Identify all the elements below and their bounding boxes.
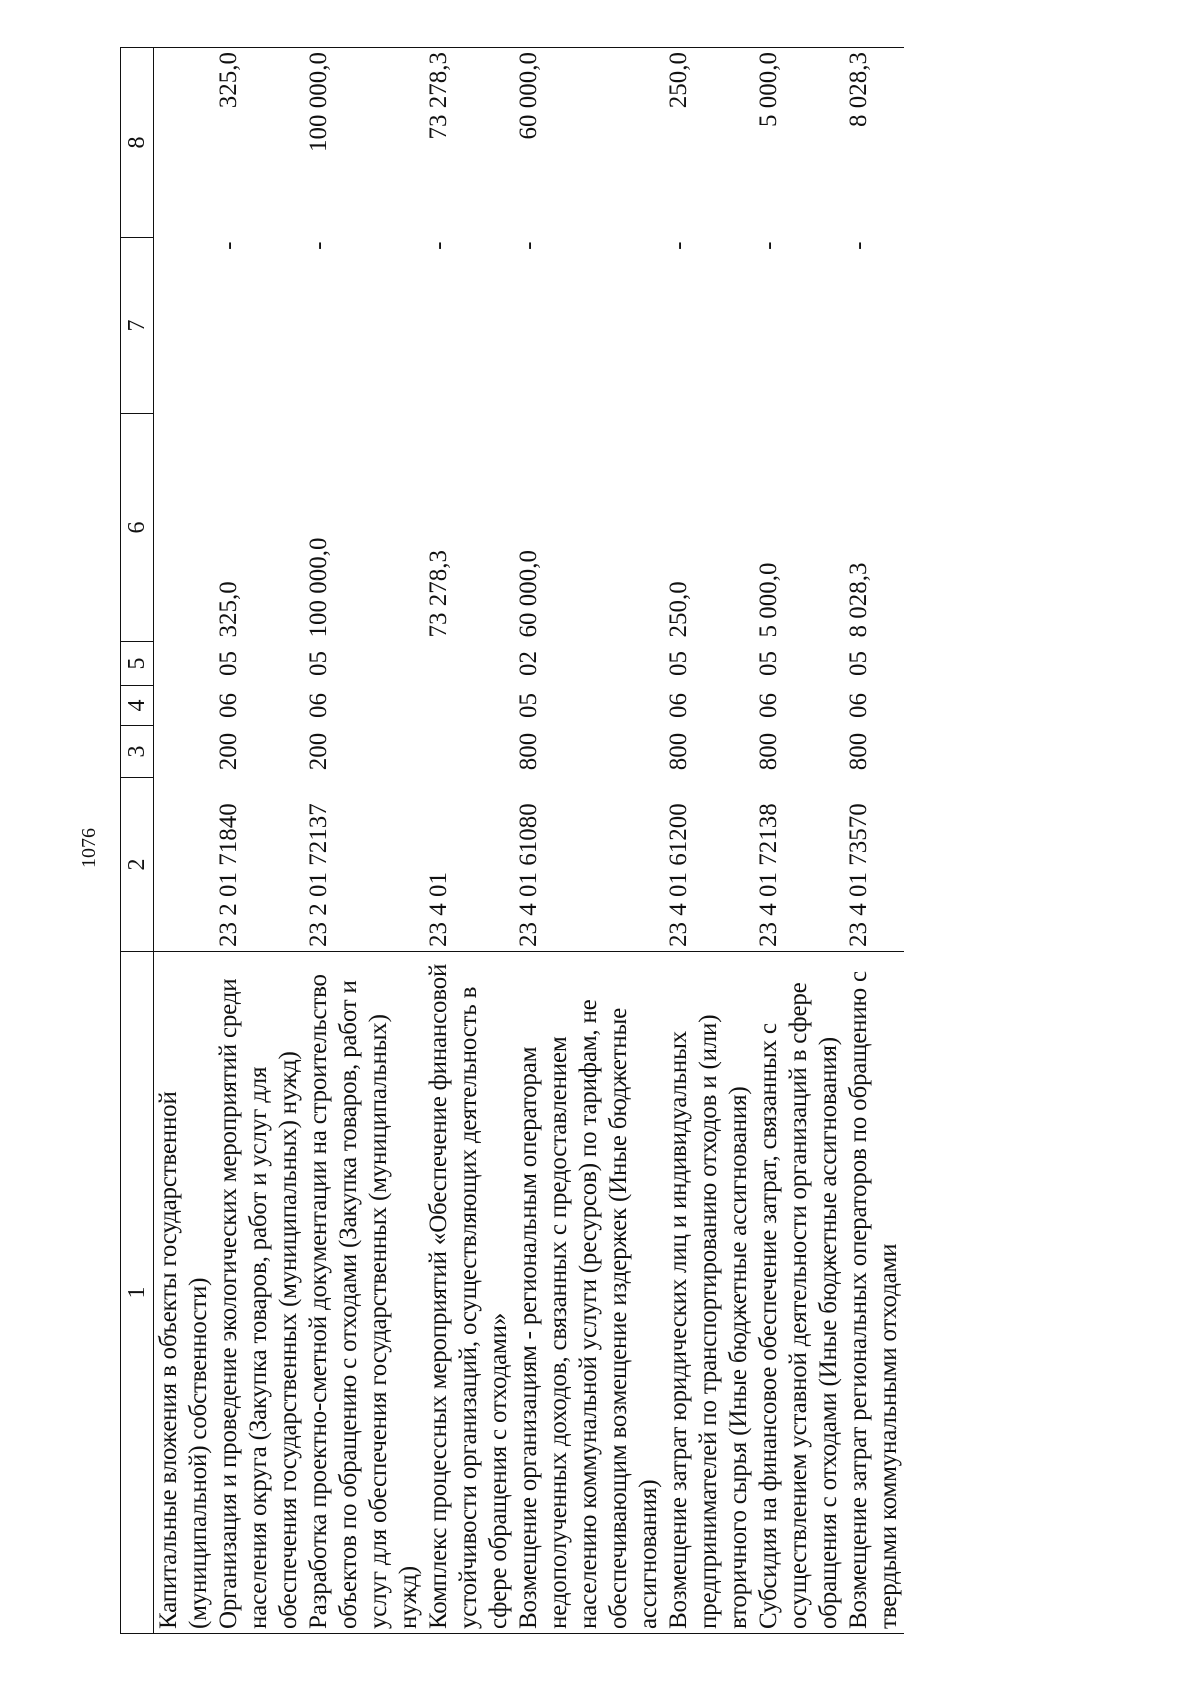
table-row [754, 48, 844, 1634]
row-c8: 8 028,3 [844, 48, 904, 238]
table-row [154, 48, 215, 1634]
row-c7 [154, 238, 215, 414]
row-c5 [154, 642, 215, 686]
row-code: 23 4 01 72138 [754, 778, 844, 952]
table-row [304, 48, 424, 1634]
row-code: 23 4 01 61080 [514, 778, 664, 952]
row-c7: - [845, 241, 872, 250]
row-c6: 100 000,0 [305, 537, 332, 638]
row-c5: 05 [845, 651, 872, 676]
row-c4 [424, 686, 514, 726]
row-c3: 800 [515, 732, 542, 771]
row-c6 [154, 414, 215, 642]
row-name: Возмещение затрат юридических лиц и индивидуальных предпринимателей по транспортированию отходов и (или) вторичного сырья (Иные бюджетные ассигнования) [664, 952, 754, 1634]
row-c3: 800 [755, 732, 782, 771]
row-c4: 06 [755, 693, 782, 718]
row-name: Разработка проектно-сметной документации на строительство объектов по обращению с отходами (Закупка товаров, работ и услуг для обеспечения государственных (муниципальных) нужд) [304, 952, 424, 1634]
row-c8: 250,0 [664, 48, 754, 238]
row-name: Комплекс процессных мероприятий «Обеспечение финансовой устойчивости организаций, осуществляющих деятельность в сфере обращения с отходами» [424, 952, 514, 1634]
header-cell: 4 [121, 686, 154, 726]
row-c6: 250,0 [665, 581, 692, 638]
row-code [154, 778, 215, 952]
table-row [514, 48, 664, 1634]
row-c6: 325,0 [215, 581, 242, 638]
row-c5: 05 [665, 651, 692, 676]
row-c3: 800 [665, 732, 692, 771]
row-c7: - [755, 241, 782, 250]
row-c5: 02 [515, 651, 542, 676]
header-cell: 7 [121, 238, 154, 414]
row-c4: 05 [515, 693, 542, 718]
row-c6: 73 278,3 [425, 550, 452, 638]
header-cell: 2 [121, 778, 154, 952]
row-name: Капитальные вложения в объекты государственной (муниципальной) собственности) [154, 952, 215, 1634]
header-cell: 6 [121, 414, 154, 642]
row-code: 23 4 01 61200 [664, 778, 754, 952]
row-code: 23 2 01 71840 [214, 778, 304, 952]
table-row [844, 48, 904, 1634]
header-cell: 8 [121, 48, 154, 238]
row-c4: 06 [305, 693, 332, 718]
row-name: Организация и проведение экологических мероприятий среди населения округа (Закупка товаров, работ и услуг для обеспечения государственных (муниципальных) нужд) [214, 952, 304, 1634]
row-c5 [424, 642, 514, 686]
row-c4: 06 [215, 693, 242, 718]
header-cell: 1 [121, 952, 154, 1634]
table-row [214, 48, 304, 1634]
row-c3: 200 [215, 732, 242, 771]
row-c6: 60 000,0 [515, 550, 542, 638]
row-c3: 800 [845, 732, 872, 771]
table-row [664, 48, 754, 1634]
row-c4: 06 [845, 693, 872, 718]
row-c7: - [665, 241, 692, 250]
row-c3 [424, 726, 514, 778]
row-c8: 100 000,0 [304, 48, 424, 238]
row-name: Возмещение затрат региональных операторов по обращению с твердыми коммунальными отходами [844, 952, 904, 1634]
row-c7: - [425, 241, 452, 250]
row-c6: 5 000,0 [755, 562, 782, 638]
row-c7: - [515, 241, 542, 250]
row-name: Субсидия на финансовое обеспечение затрат, связанных с осуществлением уставной деятельности организаций в сфере обращения с отходами (Иные бюджетные ассигнования) [754, 952, 844, 1634]
row-c8: 5 000,0 [754, 48, 844, 238]
row-c5: 05 [215, 651, 242, 676]
page-number: 1076 [78, 828, 100, 868]
row-c6: 8 028,3 [845, 562, 872, 638]
row-c8: 73 278,3 [424, 48, 514, 238]
row-c3: 200 [305, 732, 332, 771]
row-c7: - [215, 241, 242, 250]
row-name: Возмещение организациям - региональным операторам недополученных доходов, связанных с предоставлением населению коммунальной услуги (ресурсов) по тарифам, не обеспечивающим возмещение издержек (Иные бюджетные ассигнования) [514, 952, 664, 1634]
budget-table [120, 47, 904, 1634]
row-c7: - [305, 241, 332, 250]
row-c8: 325,0 [214, 48, 304, 238]
header-row [121, 48, 154, 1634]
row-code: 23 2 01 72137 [304, 778, 424, 952]
table-row [424, 48, 514, 1634]
row-c3 [154, 726, 215, 778]
row-code: 23 4 01 [424, 778, 514, 952]
table-header [121, 48, 154, 1634]
header-cell: 3 [121, 726, 154, 778]
row-c8 [154, 48, 215, 238]
row-c8: 60 000,0 [514, 48, 664, 238]
row-c5: 05 [755, 651, 782, 676]
row-c4 [154, 686, 215, 726]
row-c4: 06 [665, 693, 692, 718]
row-c5: 05 [305, 651, 332, 676]
header-cell: 5 [121, 642, 154, 686]
row-code: 23 4 01 73570 [844, 778, 904, 952]
